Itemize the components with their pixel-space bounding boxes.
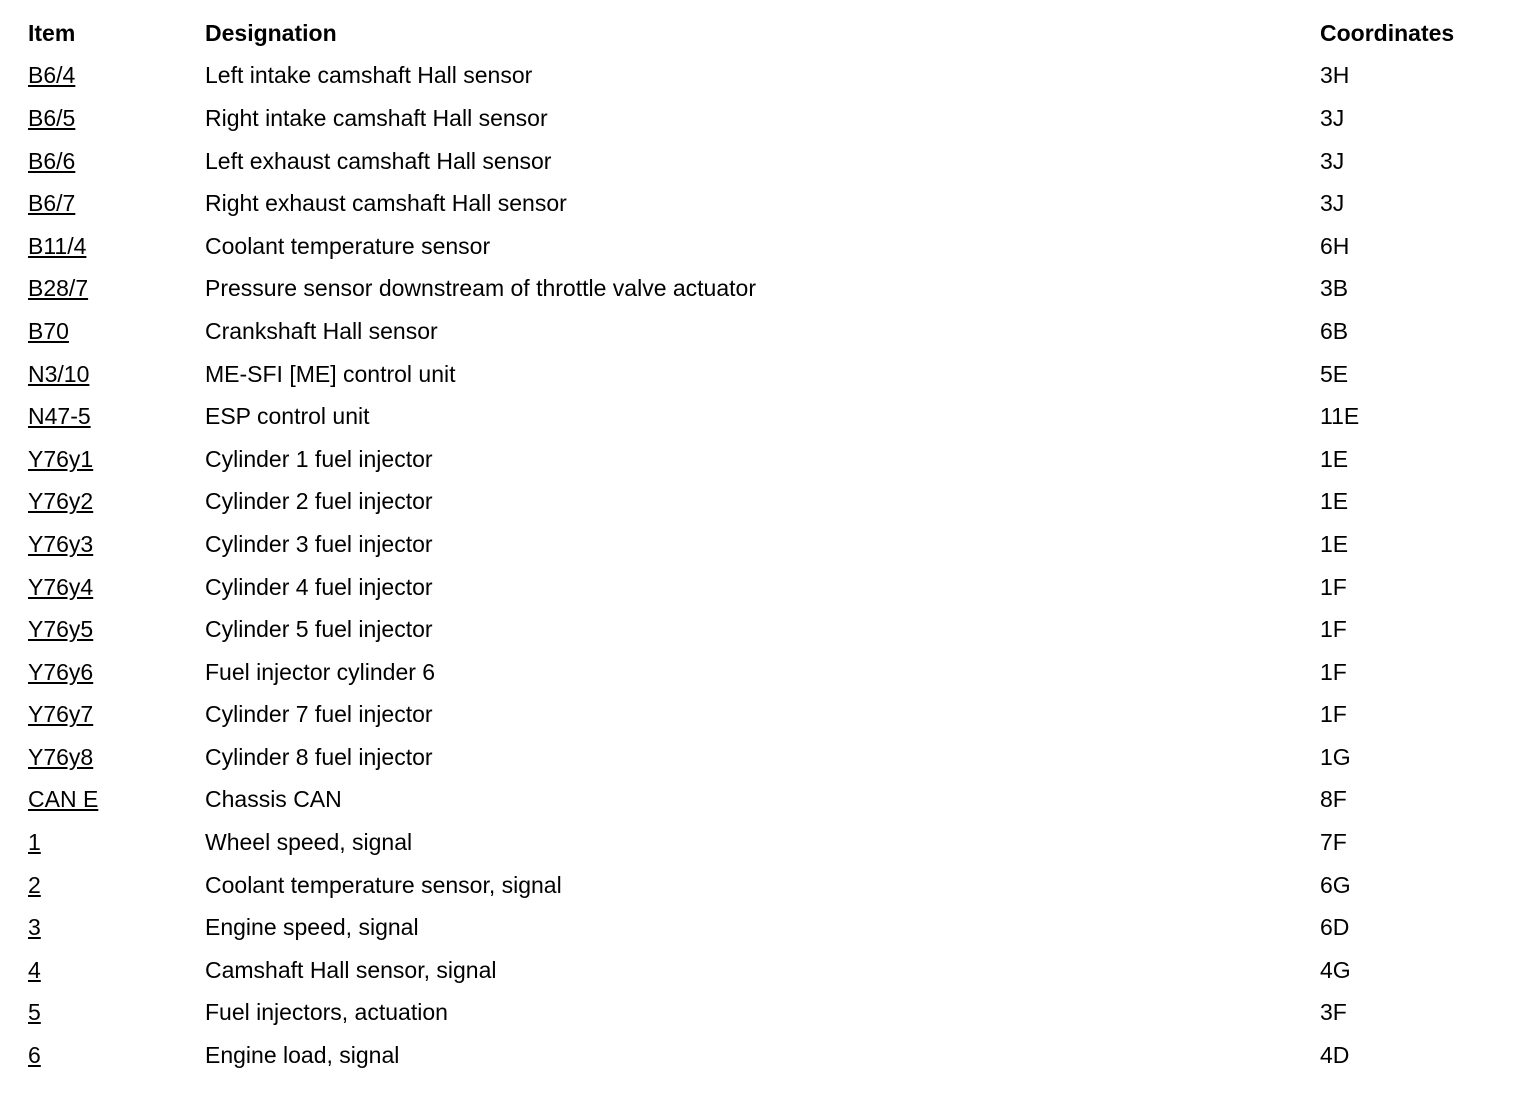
item-link[interactable]: 2	[28, 871, 41, 898]
item-cell	[28, 864, 205, 907]
table-row	[28, 906, 1500, 949]
item-link[interactable]: Y76y6	[28, 658, 94, 685]
item-link[interactable]: B70	[28, 317, 69, 344]
designation-cell: Cylinder 3 fuel injector	[205, 530, 433, 557]
item-cell	[28, 949, 205, 992]
table-row	[28, 97, 1500, 140]
designation-cell: Wheel speed, signal	[205, 829, 413, 856]
item-link[interactable]: 4	[28, 956, 41, 983]
table-row	[28, 55, 1500, 98]
item-link[interactable]: Y76y4	[28, 573, 94, 600]
coordinates-cell: 1F	[1320, 573, 1347, 600]
item-cell	[28, 55, 205, 98]
table-row	[28, 395, 1500, 438]
item-cell	[28, 481, 205, 524]
coordinates-cell: 6G	[1320, 871, 1351, 898]
item-cell	[28, 97, 205, 140]
table-row	[28, 523, 1500, 566]
legend-table-body	[28, 55, 1500, 1077]
coordinates-cell: 11E	[1320, 403, 1360, 430]
designation-cell: ME-SFI [ME] control unit	[205, 360, 456, 387]
item-link[interactable]: Y76y7	[28, 701, 94, 728]
designation-cell: Engine speed, signal	[205, 914, 419, 941]
table-row	[28, 694, 1500, 737]
item-link[interactable]: B11/4	[28, 232, 87, 259]
item-link[interactable]: Y76y2	[28, 488, 94, 515]
coordinates-cell: 3F	[1320, 999, 1347, 1026]
coordinates-cell: 6B	[1320, 317, 1349, 344]
coordinates-cell: 1E	[1320, 445, 1349, 472]
item-cell	[28, 182, 205, 225]
designation-cell: ESP control unit	[205, 403, 370, 430]
table-row	[28, 864, 1500, 907]
item-link[interactable]: 1	[28, 829, 41, 856]
coordinates-cell: 1F	[1320, 658, 1347, 685]
table-row	[28, 310, 1500, 353]
item-cell	[28, 438, 205, 481]
designation-cell: Right exhaust camshaft Hall sensor	[205, 190, 567, 217]
designation-cell: Fuel injectors, actuation	[205, 999, 448, 1026]
table-row	[28, 779, 1500, 822]
item-cell	[28, 225, 205, 268]
coordinates-cell: 1E	[1320, 530, 1349, 557]
item-cell	[28, 353, 205, 396]
table-row	[28, 608, 1500, 651]
table-row	[28, 481, 1500, 524]
coordinates-cell: 7F	[1320, 829, 1347, 856]
item-cell	[28, 523, 205, 566]
designation-cell: Engine load, signal	[205, 1042, 400, 1069]
table-row	[28, 1034, 1500, 1077]
item-link[interactable]: CAN E	[28, 786, 99, 813]
item-link[interactable]: B6/5	[28, 104, 76, 131]
item-link[interactable]: 6	[28, 1042, 41, 1069]
designation-cell: Camshaft Hall sensor, signal	[205, 956, 497, 983]
item-link[interactable]: B6/7	[28, 190, 76, 217]
designation-cell: Left intake camshaft Hall sensor	[205, 62, 533, 89]
table-row	[28, 992, 1500, 1035]
item-link[interactable]: Y76y8	[28, 743, 94, 770]
coordinates-cell: 3J	[1320, 190, 1345, 217]
item-cell	[28, 736, 205, 779]
item-cell	[28, 395, 205, 438]
coordinates-cell: 3B	[1320, 275, 1349, 302]
coordinates-cell: 1E	[1320, 488, 1349, 515]
item-cell	[28, 140, 205, 183]
coordinates-cell: 1F	[1320, 701, 1347, 728]
item-link[interactable]: N3/10	[28, 360, 90, 387]
coordinates-cell: 3J	[1320, 147, 1345, 174]
table-row	[28, 225, 1500, 268]
item-link[interactable]: B28/7	[28, 275, 89, 302]
header-coordinates: Coordinates	[1320, 19, 1455, 46]
designation-cell: Cylinder 1 fuel injector	[205, 445, 433, 472]
item-cell	[28, 268, 205, 311]
item-cell	[28, 1034, 205, 1077]
item-cell	[28, 651, 205, 694]
item-link[interactable]: Y76y5	[28, 616, 94, 643]
coordinates-cell: 6D	[1320, 914, 1350, 941]
designation-cell: Fuel injector cylinder 6	[205, 658, 436, 685]
designation-cell: Cylinder 5 fuel injector	[205, 616, 433, 643]
item-cell	[28, 608, 205, 651]
item-link[interactable]: Y76y1	[28, 445, 94, 472]
item-cell	[28, 779, 205, 822]
table-row	[28, 651, 1500, 694]
legend-table-header	[28, 12, 1500, 55]
table-row	[28, 140, 1500, 183]
item-cell	[28, 992, 205, 1035]
item-cell	[28, 566, 205, 609]
designation-cell: Cylinder 8 fuel injector	[205, 743, 433, 770]
coordinates-cell: 1F	[1320, 616, 1347, 643]
designation-cell: Coolant temperature sensor, signal	[205, 871, 562, 898]
header-row	[28, 12, 1500, 55]
header-item: Item	[28, 19, 76, 46]
coordinates-cell: 8F	[1320, 786, 1347, 813]
coordinates-cell: 3H	[1320, 62, 1350, 89]
coordinates-cell: 5E	[1320, 360, 1349, 387]
designation-cell: Left exhaust camshaft Hall sensor	[205, 147, 552, 174]
legend-table	[28, 12, 1500, 1077]
designation-cell: Crankshaft Hall sensor	[205, 317, 438, 344]
item-link[interactable]: 5	[28, 999, 41, 1026]
designation-cell: Coolant temperature sensor	[205, 232, 491, 259]
item-cell	[28, 310, 205, 353]
table-row	[28, 736, 1500, 779]
table-row	[28, 438, 1500, 481]
header-designation: Designation	[205, 19, 337, 46]
item-link[interactable]: B6/6	[28, 147, 76, 174]
item-link[interactable]: N47-5	[28, 403, 91, 430]
item-cell	[28, 906, 205, 949]
item-cell	[28, 694, 205, 737]
coordinates-cell: 6H	[1320, 232, 1350, 259]
designation-cell: Pressure sensor downstream of throttle valve actuator	[205, 275, 756, 302]
designation-cell: Chassis CAN	[205, 786, 342, 813]
designation-cell: Cylinder 4 fuel injector	[205, 573, 433, 600]
item-link[interactable]: Y76y3	[28, 530, 94, 557]
table-row	[28, 949, 1500, 992]
designation-cell: Cylinder 7 fuel injector	[205, 701, 433, 728]
coordinates-cell: 4G	[1320, 956, 1351, 983]
coordinates-cell: 3J	[1320, 104, 1345, 131]
item-link[interactable]: 3	[28, 914, 41, 941]
item-link[interactable]: B6/4	[28, 62, 76, 89]
designation-cell: Right intake camshaft Hall sensor	[205, 104, 548, 131]
designation-cell: Cylinder 2 fuel injector	[205, 488, 433, 515]
coordinates-cell: 4D	[1320, 1042, 1350, 1069]
table-row	[28, 566, 1500, 609]
coordinates-cell: 1G	[1320, 743, 1351, 770]
table-row	[28, 268, 1500, 311]
table-row	[28, 182, 1500, 225]
table-row	[28, 821, 1500, 864]
table-row	[28, 353, 1500, 396]
item-cell	[28, 821, 205, 864]
